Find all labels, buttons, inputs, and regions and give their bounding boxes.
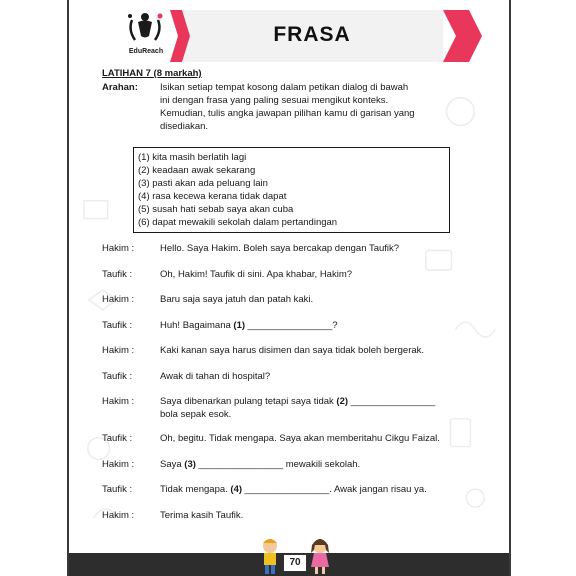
exercise-heading: LATIHAN 7 (8 markah) (102, 68, 202, 79)
phrase-option: (2) keadaan awak sekarang (138, 165, 256, 176)
dialogue-speaker: Hakim : (102, 294, 135, 305)
instruction-line: ini dengan frasa yang paling sesuai mengikut konteks. (160, 95, 389, 106)
dialogue-line: Tidak mengapa. (4) ________________. Awak jangan risau ya. (160, 484, 427, 495)
answer-blank[interactable]: ________________ mewakili sekolah. (195, 459, 361, 470)
blank-number: (2) (336, 396, 349, 407)
dialogue-line: Hello. Saya Hakim. Boleh saya bercakap dengan Taufik? (160, 243, 400, 254)
dialogue-speaker: Taufik : (102, 269, 133, 280)
dialogue-speaker: Hakim : (102, 243, 135, 254)
dialogue-line: Baru saja saya jatuh dan patah kaki. (160, 294, 314, 305)
answer-blank[interactable]: ________________? (245, 320, 338, 331)
dialogue-speaker: Taufik : (102, 320, 133, 331)
instruction-label: Arahan: (102, 82, 138, 93)
answer-blank[interactable]: ________________. Awak jangan risau ya. (242, 484, 427, 495)
dialogue-line: bola sepak esok. (160, 409, 232, 420)
instruction-line: Isikan setiap tempat kosong dalam petikan dialog di bawah (160, 82, 409, 93)
phrase-options-box (133, 147, 450, 233)
title-bar (181, 8, 443, 62)
dialogue-line: Kaki kanan saya harus disimen dan saya tidak boleh bergerak. (160, 345, 425, 356)
dialogue-speaker: Taufik : (102, 484, 133, 495)
dialogue-line: Terima kasih Taufik. (160, 510, 244, 521)
phrase-option: (3) pasti akan ada peluang lain (138, 178, 268, 189)
phrase-option: (4) rasa kecewa kerana tidak dapat (138, 191, 287, 202)
phrase-option: (1) kita masih berlatih lagi (138, 152, 247, 163)
page-number: 70 (283, 554, 307, 572)
dialogue-speaker: Hakim : (102, 345, 135, 356)
blank-number: (3) (184, 459, 196, 470)
instruction-line: Kemudian, tulis angka jawapan pilihan kamu di garisan yang (160, 108, 415, 119)
dialogue-speaker: Taufik : (102, 433, 133, 444)
dialogue-line: Huh! Bagaimana (1) ________________? (160, 320, 338, 331)
dialogue-speaker: Hakim : (102, 396, 135, 407)
logo-text: EduReach (128, 48, 164, 55)
dialogue-line: Saya (3) ________________ mewakili sekolah. (160, 459, 361, 470)
worksheet-page (67, 0, 511, 576)
blank-number: (1) (233, 320, 246, 331)
dialogue-speaker: Hakim : (102, 510, 135, 521)
dialogue-speaker: Hakim : (102, 459, 135, 470)
dialogue-line: Saya dibenarkan pulang tetapi saya tidak (2) ________________ (160, 396, 436, 407)
answer-blank[interactable]: ________________ (348, 396, 436, 407)
dialogue-line: Oh, Hakim! Taufik di sini. Apa khabar, Hakim? (160, 269, 353, 280)
dialogue-speaker: Taufik : (102, 371, 133, 382)
phrase-option: (5) susah hati sebab saya akan cuba (138, 204, 294, 215)
dialogue-line: Awak di tahan di hospital? (160, 371, 271, 382)
dialogue-line: Oh, begitu. Tidak mengapa. Saya akan memberitahu Cikgu Faizal. (160, 433, 440, 444)
page-title: FRASA (273, 23, 351, 46)
blank-number: (4) (230, 484, 243, 495)
phrase-option: (6) dapat mewakili sekolah dalam pertandingan (138, 217, 338, 228)
instruction-line: disediakan. (160, 121, 209, 132)
page-header (114, 8, 484, 64)
